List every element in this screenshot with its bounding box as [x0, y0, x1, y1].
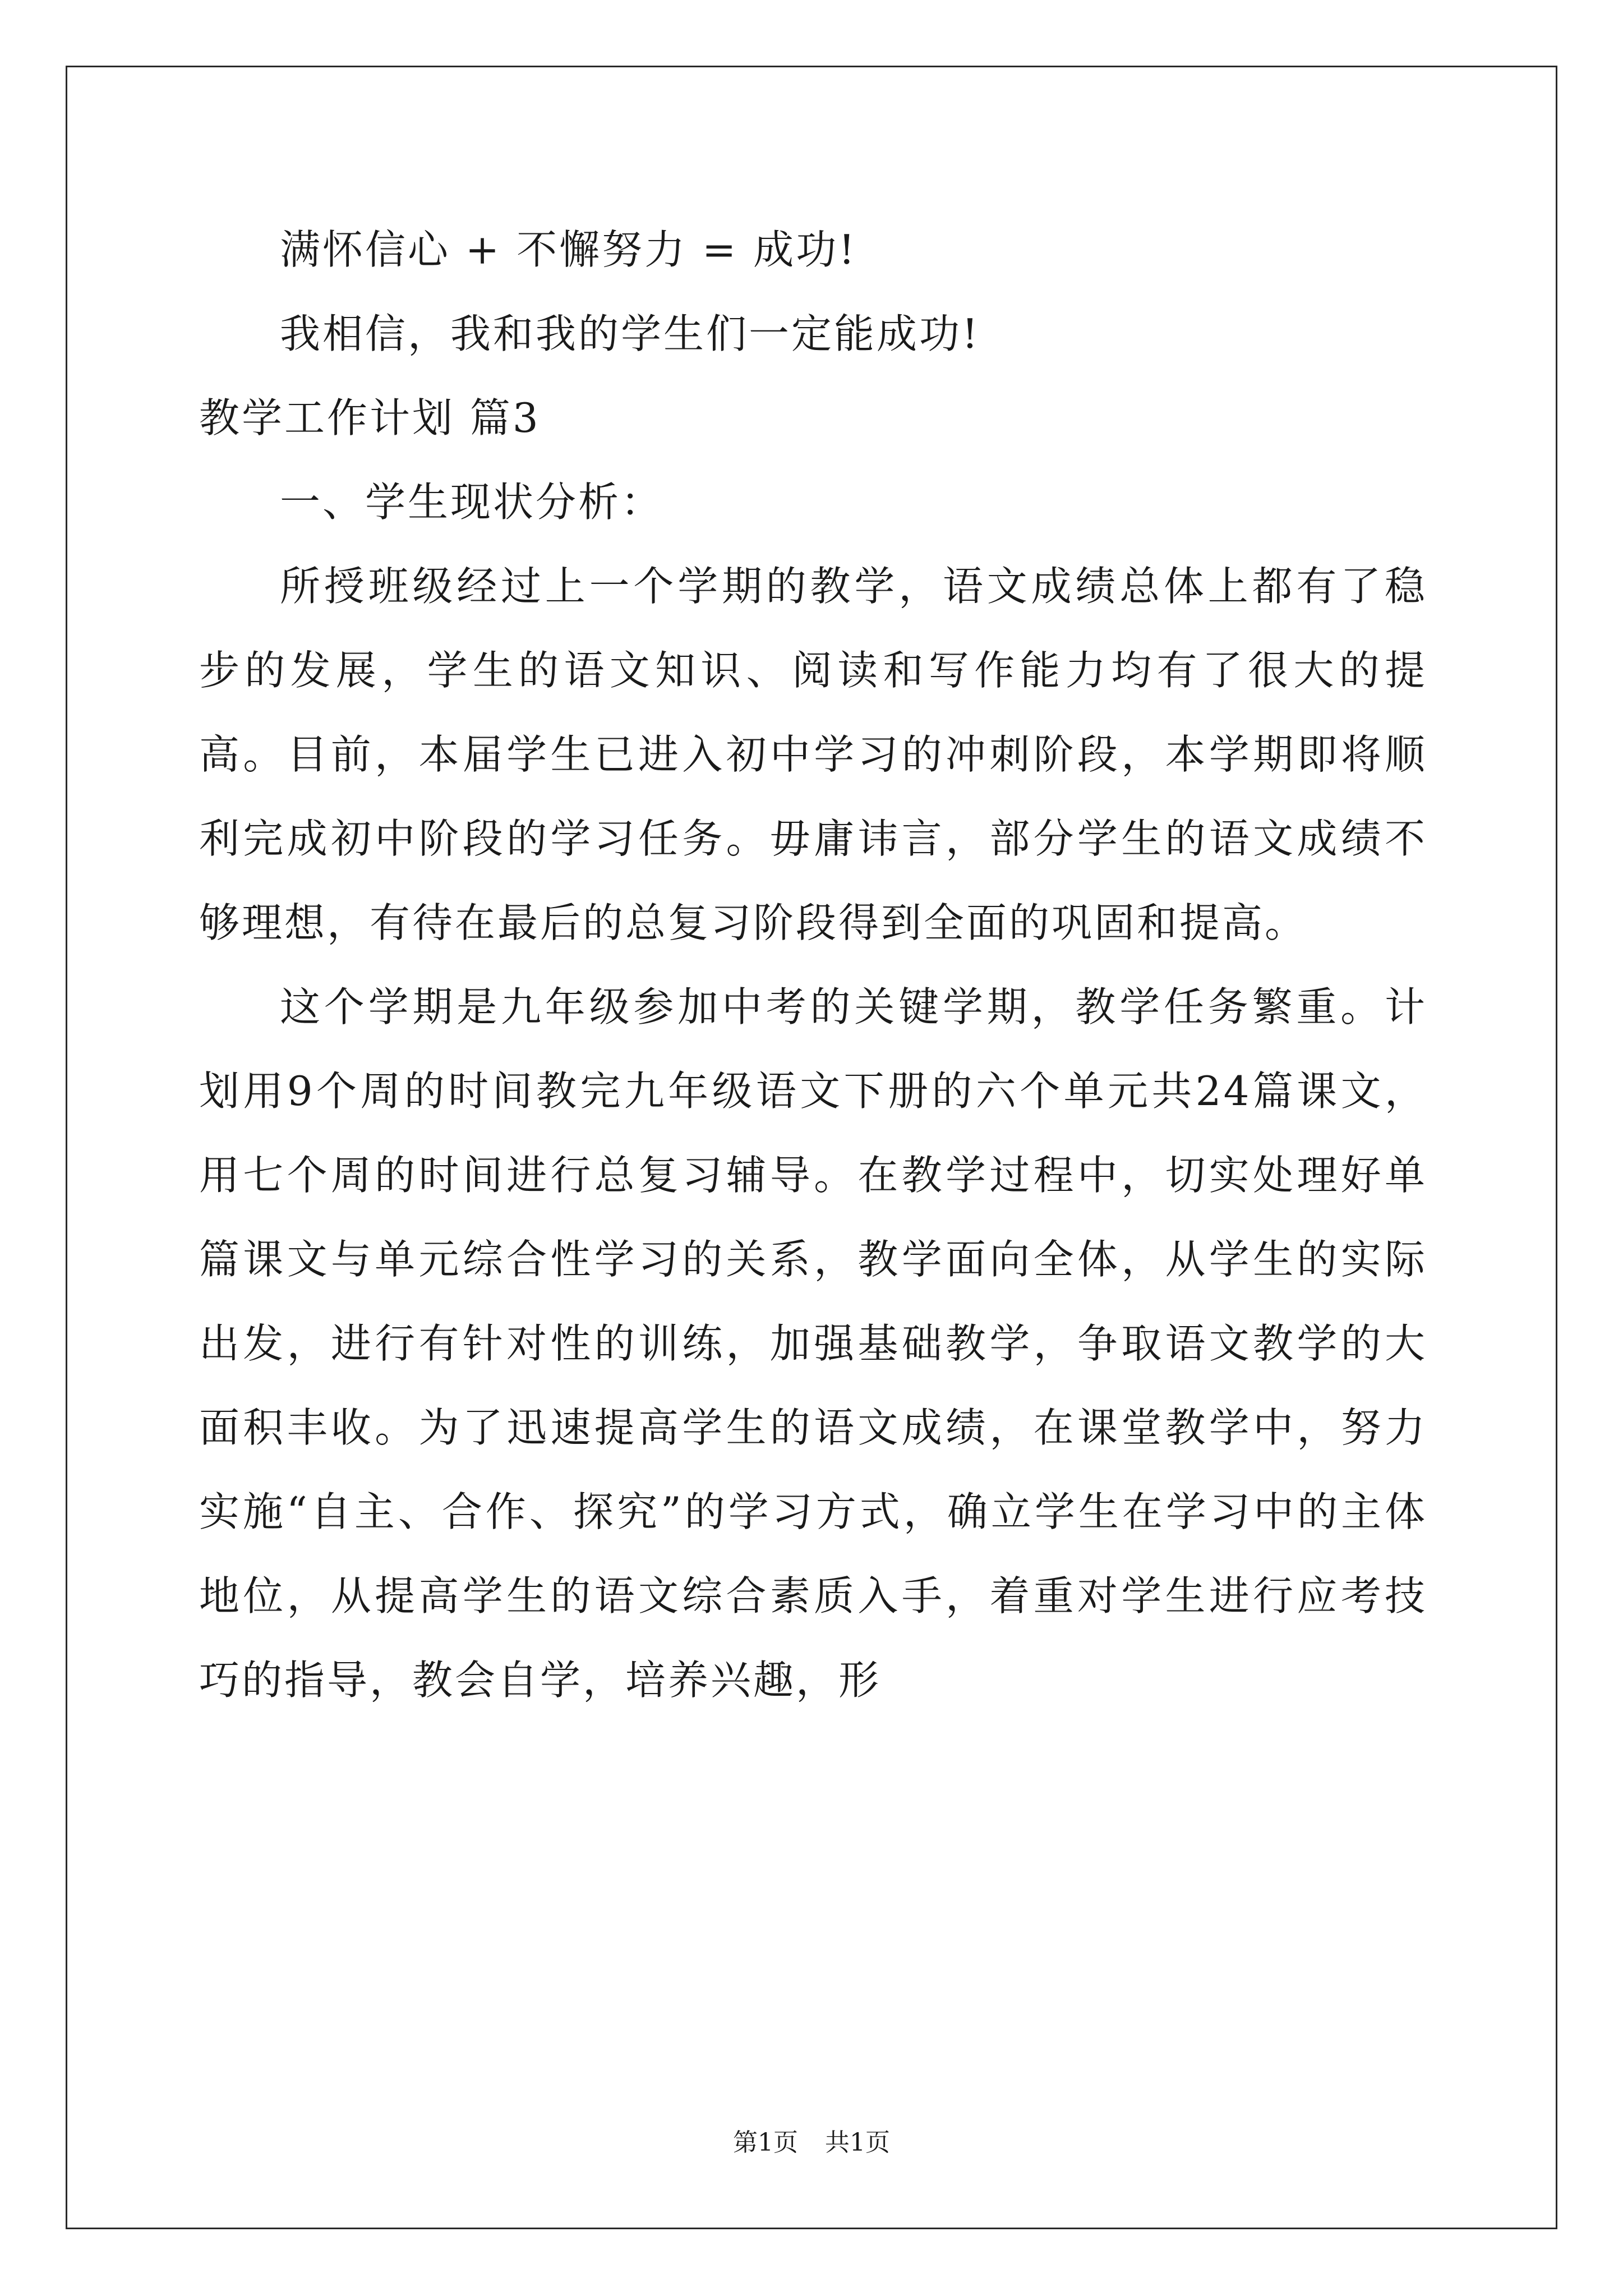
paragraph-formula: 满怀信心 + 不懈努力 = 成功!: [280, 226, 857, 273]
page-number: 第1页: [733, 2128, 798, 2157]
paragraph-belief: 我相信，我和我的学生们一定能成功!: [280, 310, 980, 357]
paragraph-student-analysis: 所授班级经过上一个学期的教学，语文成绩总体上都有了稳步的发展，学生的语文知识、阅读和写作能力均有了很大的提高。目前，本届学生已进入初中学习的冲刺阶段，本学期即将顺利完成初中阶段的学习任务。毋庸讳言，部分学生的语文成绩不够理想，有待在最后的总复习阶段得到全面的巩固和提高。: [199, 563, 1427, 946]
page-footer: [0, 2126, 1623, 2160]
paragraph-semester-plan: 这个学期是九年级参加中考的关键学期，教学任务繁重。计划用9个周的时间教完九年级语文下册的六个单元共24篇课文，用七个周的时间进行总复习辅导。在教学过程中，切实处理好单篇课文与单元综合性学习的关系，教学面向全体，从学生的实际出发，进行有针对性的训练，加强基础教学，争取语文教学的大面积丰收。为了迅速提高学生的语文成绩，在课堂教学中，努力实施“自主、合作、探究”的学习方式，确立学生在学习中的主体地位，从提高学生的语文综合素质入手，着重对学生进行应考技巧的指导，教会自学，培养兴趣，形: [199, 983, 1427, 1704]
subsection-heading: 一、学生现状分析：: [280, 478, 664, 526]
section-heading: 教学工作计划 篇3: [199, 394, 541, 441]
document-body: [199, 208, 1427, 1722]
page-total: 共1页: [825, 2128, 890, 2157]
